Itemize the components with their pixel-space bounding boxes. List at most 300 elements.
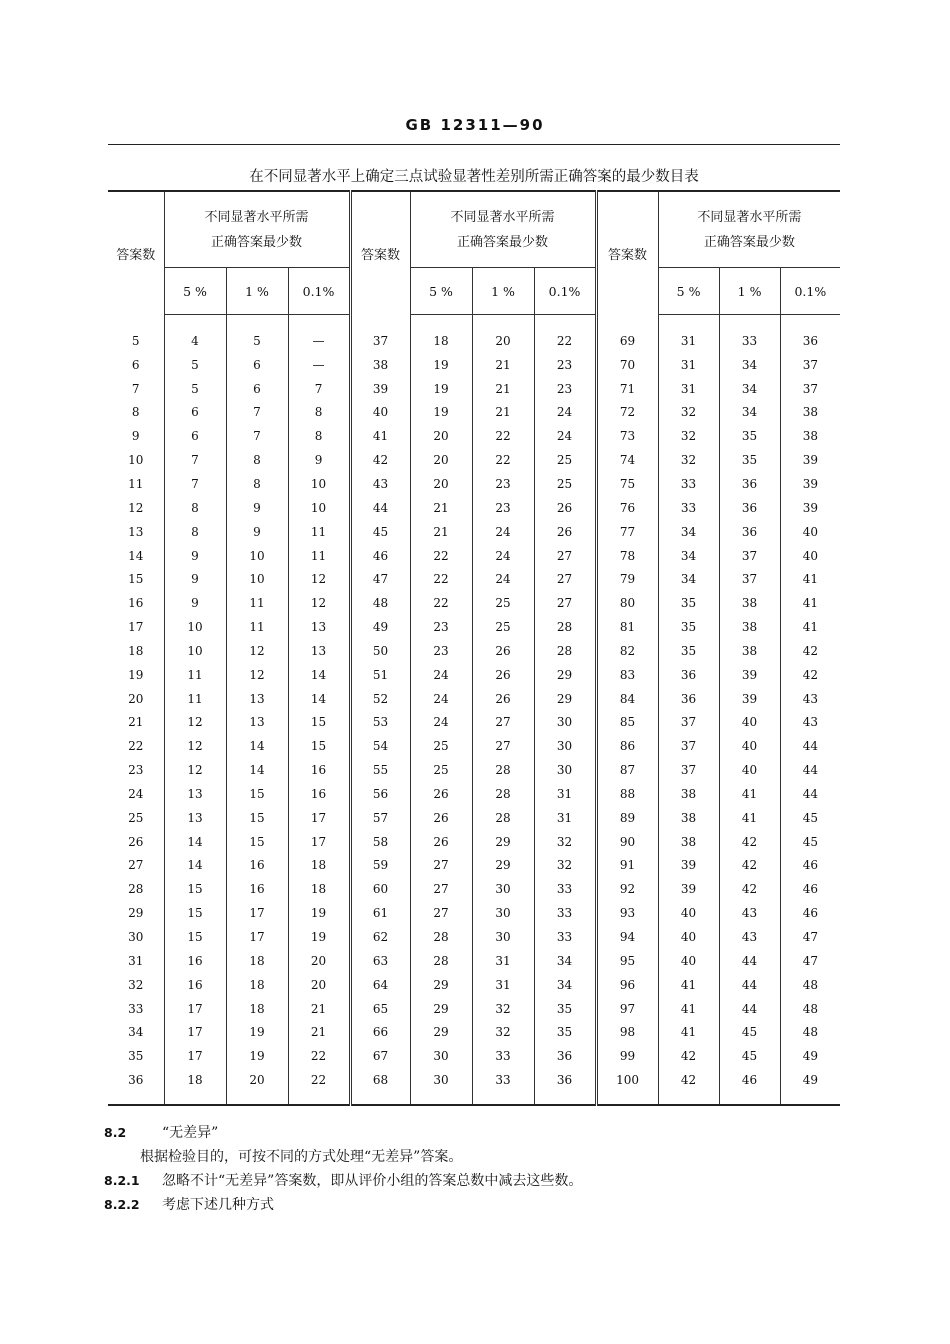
min-5pct-cell: 23 xyxy=(410,639,472,663)
answer-count-cell: 27 xyxy=(128,858,144,873)
min-1pct-cell: 18 xyxy=(226,973,288,997)
group-header-line1: 不同显著水平所需 xyxy=(204,209,309,225)
min-0-1pct-cell: 32 xyxy=(534,854,596,878)
min-1pct-cell: 42 xyxy=(719,830,780,854)
min-0-1pct-cell: 18 xyxy=(288,854,350,878)
min-1pct-cell: 40 xyxy=(719,734,780,758)
answer-count-cell: 5 xyxy=(131,333,140,348)
min-5pct-cell: 32 xyxy=(658,448,719,472)
answer-count-cell: 61 xyxy=(350,901,410,925)
answer-count-cell: 18 xyxy=(128,643,144,658)
min-0-1pct-cell: 15 xyxy=(288,734,350,758)
table-row xyxy=(108,997,840,1021)
answer-count-cell: 42 xyxy=(350,448,410,472)
answer-count-cell: 14 xyxy=(128,548,144,563)
table-row xyxy=(108,424,840,448)
answer-count-header: 答案数 xyxy=(108,191,164,315)
answer-count-cell: 67 xyxy=(350,1044,410,1068)
min-0-1pct-cell: 36 xyxy=(534,1068,596,1105)
min-1pct-cell: 28 xyxy=(472,806,534,830)
answer-count-cell: 99 xyxy=(596,1044,658,1068)
min-1pct-cell: 23 xyxy=(472,472,534,496)
min-1pct-cell: 6 xyxy=(226,353,288,377)
min-5pct-cell: 20 xyxy=(410,472,472,496)
min-1pct-cell: 10 xyxy=(226,544,288,568)
page-header-code: GB 12311—90 xyxy=(405,116,545,134)
min-0-1pct-cell: 17 xyxy=(288,806,350,830)
min-5pct-cell: 26 xyxy=(410,830,472,854)
min-5pct-cell: 29 xyxy=(410,997,472,1021)
level-header-0-1pct: 0.1% xyxy=(534,268,596,315)
min-1pct-cell: 35 xyxy=(719,448,780,472)
min-5pct-cell: 31 xyxy=(658,353,719,377)
min-1pct-cell: 5 xyxy=(226,315,288,353)
min-0-1pct-cell: 13 xyxy=(288,639,350,663)
min-1pct-cell: 27 xyxy=(472,734,534,758)
min-1pct-cell: 32 xyxy=(472,1020,534,1044)
min-0-1pct-cell: — xyxy=(288,353,350,377)
min-0-1pct-cell: 18 xyxy=(288,877,350,901)
min-0-1pct-cell: 21 xyxy=(288,997,350,1021)
min-0-1pct-cell: 48 xyxy=(780,997,840,1021)
min-0-1pct-cell: 42 xyxy=(780,639,840,663)
min-5pct-cell: 21 xyxy=(410,520,472,544)
answer-count-cell: 60 xyxy=(350,877,410,901)
answer-count-cell: 75 xyxy=(596,472,658,496)
answer-count-cell: 54 xyxy=(350,734,410,758)
answer-count-cell: 97 xyxy=(596,997,658,1021)
min-0-1pct-cell: 43 xyxy=(780,711,840,735)
answer-count-cell: 35 xyxy=(128,1049,144,1064)
min-5pct-cell: 17 xyxy=(164,1020,226,1044)
min-1pct-cell: 45 xyxy=(719,1044,780,1068)
group-header-line2: 正确答案最少数 xyxy=(703,234,795,250)
table-row xyxy=(108,353,840,377)
table-row xyxy=(108,901,840,925)
min-5pct-cell: 10 xyxy=(164,639,226,663)
min-1pct-cell: 20 xyxy=(226,1068,288,1105)
answer-count-cell: 82 xyxy=(596,639,658,663)
min-0-1pct-cell: 23 xyxy=(534,353,596,377)
min-5pct-cell: 13 xyxy=(164,782,226,806)
table-row xyxy=(108,520,840,544)
min-0-1pct-cell: 16 xyxy=(288,782,350,806)
section-number: 8.2.2 xyxy=(104,1197,140,1212)
min-5pct-cell: 28 xyxy=(410,949,472,973)
min-1pct-cell: 29 xyxy=(472,830,534,854)
min-0-1pct-cell: 30 xyxy=(534,711,596,735)
min-1pct-cell: 14 xyxy=(226,734,288,758)
min-5pct-cell: 18 xyxy=(164,1068,226,1105)
min-0-1pct-cell: 31 xyxy=(534,782,596,806)
min-0-1pct-cell: 39 xyxy=(780,496,840,520)
min-5pct-cell: 6 xyxy=(164,401,226,425)
answer-count-cell: 13 xyxy=(128,524,144,539)
min-5pct-cell: 24 xyxy=(410,663,472,687)
answer-count-cell: 30 xyxy=(128,930,144,945)
min-5pct-cell: 9 xyxy=(164,544,226,568)
min-1pct-cell: 37 xyxy=(719,544,780,568)
answer-count-cell: 69 xyxy=(596,315,658,353)
answer-count-cell: 96 xyxy=(596,973,658,997)
min-0-1pct-cell: 32 xyxy=(534,830,596,854)
min-5pct-cell: 11 xyxy=(164,687,226,711)
min-1pct-cell: 13 xyxy=(226,711,288,735)
answer-count-cell: 68 xyxy=(350,1068,410,1105)
min-5pct-cell: 26 xyxy=(410,782,472,806)
min-1pct-cell: 24 xyxy=(472,520,534,544)
answer-count-cell: 48 xyxy=(350,591,410,615)
min-0-1pct-cell: 11 xyxy=(288,520,350,544)
min-0-1pct-cell: 23 xyxy=(534,377,596,401)
min-1pct-cell: 9 xyxy=(226,520,288,544)
min-1pct-cell: 40 xyxy=(719,711,780,735)
min-5pct-cell: 32 xyxy=(658,401,719,425)
table-row xyxy=(108,567,840,591)
min-0-1pct-cell: 46 xyxy=(780,877,840,901)
min-0-1pct-cell: 37 xyxy=(780,377,840,401)
min-1pct-cell: 14 xyxy=(226,758,288,782)
min-0-1pct-cell: 10 xyxy=(288,472,350,496)
answer-count-cell: 62 xyxy=(350,925,410,949)
answer-count-cell: 11 xyxy=(128,476,144,491)
table-row xyxy=(108,496,840,520)
answer-count-cell: 89 xyxy=(596,806,658,830)
min-1pct-cell: 22 xyxy=(472,424,534,448)
answer-count-cell: 46 xyxy=(350,544,410,568)
answer-count-cell: 23 xyxy=(128,763,144,778)
min-0-1pct-cell: 20 xyxy=(288,973,350,997)
min-5pct-cell: 41 xyxy=(658,973,719,997)
table-row xyxy=(108,973,840,997)
table-header xyxy=(108,191,840,315)
table-row xyxy=(108,830,840,854)
answer-count-cell: 44 xyxy=(350,496,410,520)
min-0-1pct-cell: 38 xyxy=(780,424,840,448)
group-header-line1: 不同显著水平所需 xyxy=(697,209,802,225)
min-1pct-cell: 9 xyxy=(226,496,288,520)
table-row xyxy=(108,687,840,711)
min-0-1pct-cell: 36 xyxy=(780,315,840,353)
answer-count-cell: 93 xyxy=(596,901,658,925)
answer-count-cell: 37 xyxy=(350,315,410,353)
min-1pct-cell: 25 xyxy=(472,591,534,615)
min-5pct-cell: 22 xyxy=(410,591,472,615)
min-5pct-cell: 20 xyxy=(410,448,472,472)
min-0-1pct-cell: 48 xyxy=(780,973,840,997)
table-row xyxy=(108,448,840,472)
min-0-1pct-cell: 22 xyxy=(288,1044,350,1068)
answer-count-cell: 21 xyxy=(128,715,144,730)
min-5pct-cell: 10 xyxy=(164,615,226,639)
min-5pct-cell: 9 xyxy=(164,591,226,615)
table-row xyxy=(108,1044,840,1068)
min-1pct-cell: 34 xyxy=(719,377,780,401)
min-1pct-cell: 6 xyxy=(226,377,288,401)
table-row xyxy=(108,925,840,949)
min-5pct-cell: 14 xyxy=(164,830,226,854)
min-5pct-cell: 30 xyxy=(410,1044,472,1068)
answer-count-cell: 7 xyxy=(131,381,140,396)
answer-count-cell: 72 xyxy=(596,401,658,425)
answer-count-cell: 74 xyxy=(596,448,658,472)
min-5pct-cell: 14 xyxy=(164,854,226,878)
min-5pct-cell: 22 xyxy=(410,544,472,568)
min-5pct-cell: 27 xyxy=(410,877,472,901)
answer-count-cell: 66 xyxy=(350,1020,410,1044)
min-5pct-cell: 23 xyxy=(410,615,472,639)
answer-count-cell: 78 xyxy=(596,544,658,568)
table-row xyxy=(108,663,840,687)
table-row xyxy=(108,472,840,496)
answer-count-cell: 77 xyxy=(596,520,658,544)
min-0-1pct-cell: 29 xyxy=(534,663,596,687)
min-5pct-cell: 16 xyxy=(164,973,226,997)
table-row xyxy=(108,854,840,878)
min-5pct-cell: 35 xyxy=(658,591,719,615)
answer-count-cell: 20 xyxy=(128,691,144,706)
min-0-1pct-cell: — xyxy=(288,315,350,353)
answer-count-cell: 56 xyxy=(350,782,410,806)
min-1pct-cell: 8 xyxy=(226,448,288,472)
answer-count-cell: 26 xyxy=(128,834,144,849)
table-row xyxy=(108,758,840,782)
answer-count-cell: 84 xyxy=(596,687,658,711)
min-1pct-cell: 37 xyxy=(719,567,780,591)
min-1pct-cell: 15 xyxy=(226,806,288,830)
min-5pct-cell: 19 xyxy=(410,401,472,425)
min-0-1pct-cell: 39 xyxy=(780,472,840,496)
min-5pct-cell: 35 xyxy=(658,615,719,639)
table-row xyxy=(108,782,840,806)
table-row xyxy=(108,806,840,830)
min-0-1pct-cell: 14 xyxy=(288,663,350,687)
answer-count-cell: 33 xyxy=(128,1001,144,1016)
level-header-0-1pct: 0.1% xyxy=(288,268,350,315)
answer-count-cell: 36 xyxy=(108,1068,164,1105)
min-0-1pct-cell: 30 xyxy=(534,758,596,782)
min-0-1pct-cell: 13 xyxy=(288,615,350,639)
level-header-1pct: 1 % xyxy=(472,268,534,315)
answer-count-cell: 95 xyxy=(596,949,658,973)
min-5pct-cell: 29 xyxy=(410,1020,472,1044)
answer-count-cell: 88 xyxy=(596,782,658,806)
min-5pct-cell: 12 xyxy=(164,711,226,735)
min-5pct-cell: 16 xyxy=(164,949,226,973)
answer-count-cell: 28 xyxy=(128,882,144,897)
min-1pct-cell: 31 xyxy=(472,949,534,973)
min-0-1pct-cell: 17 xyxy=(288,830,350,854)
min-1pct-cell: 15 xyxy=(226,830,288,854)
min-0-1pct-cell: 12 xyxy=(288,567,350,591)
group-header-line2: 正确答案最少数 xyxy=(457,234,549,250)
min-5pct-cell: 37 xyxy=(658,758,719,782)
answer-count-cell: 12 xyxy=(128,500,144,515)
min-5pct-cell: 40 xyxy=(658,925,719,949)
min-0-1pct-cell: 27 xyxy=(534,591,596,615)
min-0-1pct-cell: 26 xyxy=(534,520,596,544)
table-row xyxy=(108,711,840,735)
section-heading: “无差异” xyxy=(162,1125,219,1141)
min-1pct-cell: 26 xyxy=(472,687,534,711)
min-5pct-cell: 12 xyxy=(164,758,226,782)
min-5pct-cell: 36 xyxy=(658,663,719,687)
min-0-1pct-cell: 35 xyxy=(534,1020,596,1044)
min-0-1pct-cell: 8 xyxy=(288,401,350,425)
min-0-1pct-cell: 27 xyxy=(534,544,596,568)
answer-count-cell: 57 xyxy=(350,806,410,830)
min-0-1pct-cell: 20 xyxy=(288,949,350,973)
min-1pct-cell: 30 xyxy=(472,901,534,925)
table-row xyxy=(108,1020,840,1044)
min-0-1pct-cell: 7 xyxy=(288,377,350,401)
min-5pct-cell: 37 xyxy=(658,711,719,735)
answer-count-cell: 47 xyxy=(350,567,410,591)
min-0-1pct-cell: 24 xyxy=(534,401,596,425)
min-1pct-cell: 42 xyxy=(719,877,780,901)
min-5pct-cell: 6 xyxy=(164,424,226,448)
significance-group-header xyxy=(164,191,350,268)
min-5pct-cell: 5 xyxy=(164,377,226,401)
min-5pct-cell: 41 xyxy=(658,997,719,1021)
min-0-1pct-cell: 41 xyxy=(780,615,840,639)
min-0-1pct-cell: 8 xyxy=(288,424,350,448)
min-0-1pct-cell: 47 xyxy=(780,949,840,973)
min-5pct-cell: 42 xyxy=(658,1068,719,1105)
min-1pct-cell: 31 xyxy=(472,973,534,997)
answer-count-cell: 45 xyxy=(350,520,410,544)
min-5pct-cell: 41 xyxy=(658,1020,719,1044)
min-1pct-cell: 19 xyxy=(226,1020,288,1044)
answer-count-cell: 81 xyxy=(596,615,658,639)
min-1pct-cell: 41 xyxy=(719,806,780,830)
min-1pct-cell: 34 xyxy=(719,353,780,377)
answer-count-cell: 58 xyxy=(350,830,410,854)
min-1pct-cell: 40 xyxy=(719,758,780,782)
table-row xyxy=(108,401,840,425)
answer-count-cell: 22 xyxy=(128,739,144,754)
level-header-5pct: 5 % xyxy=(658,268,719,315)
min-1pct-cell: 7 xyxy=(226,401,288,425)
min-1pct-cell: 12 xyxy=(226,663,288,687)
min-5pct-cell: 24 xyxy=(410,687,472,711)
min-1pct-cell: 44 xyxy=(719,949,780,973)
min-1pct-cell: 25 xyxy=(472,615,534,639)
min-1pct-cell: 29 xyxy=(472,854,534,878)
answer-count-cell: 70 xyxy=(596,353,658,377)
min-0-1pct-cell: 26 xyxy=(534,496,596,520)
min-5pct-cell: 32 xyxy=(658,424,719,448)
min-5pct-cell: 13 xyxy=(164,806,226,830)
min-5pct-cell: 31 xyxy=(658,377,719,401)
answer-count-cell: 64 xyxy=(350,973,410,997)
min-1pct-cell: 7 xyxy=(226,424,288,448)
min-5pct-cell: 29 xyxy=(410,973,472,997)
answer-count-header: 答案数 xyxy=(350,191,410,315)
min-1pct-cell: 21 xyxy=(472,353,534,377)
answer-count-cell: 98 xyxy=(596,1020,658,1044)
min-1pct-cell: 17 xyxy=(226,925,288,949)
min-5pct-cell: 42 xyxy=(658,1044,719,1068)
min-5pct-cell: 15 xyxy=(164,877,226,901)
table-row xyxy=(108,544,840,568)
min-0-1pct-cell: 25 xyxy=(534,448,596,472)
min-5pct-cell: 20 xyxy=(410,424,472,448)
min-0-1pct-cell: 40 xyxy=(780,544,840,568)
answer-count-cell: 83 xyxy=(596,663,658,687)
min-5pct-cell: 40 xyxy=(658,901,719,925)
min-1pct-cell: 35 xyxy=(719,424,780,448)
answer-count-cell: 31 xyxy=(128,953,144,968)
min-0-1pct-cell: 22 xyxy=(534,315,596,353)
answer-count-cell: 49 xyxy=(350,615,410,639)
min-1pct-cell: 38 xyxy=(719,639,780,663)
min-0-1pct-cell: 38 xyxy=(780,401,840,425)
min-0-1pct-cell: 49 xyxy=(780,1044,840,1068)
answer-count-cell: 19 xyxy=(128,667,144,682)
answer-count-cell: 63 xyxy=(350,949,410,973)
min-0-1pct-cell: 22 xyxy=(288,1068,350,1105)
min-1pct-cell: 10 xyxy=(226,567,288,591)
min-1pct-cell: 28 xyxy=(472,782,534,806)
min-1pct-cell: 36 xyxy=(719,472,780,496)
level-header-5pct: 5 % xyxy=(164,268,226,315)
answer-count-cell: 53 xyxy=(350,711,410,735)
min-1pct-cell: 43 xyxy=(719,925,780,949)
min-0-1pct-cell: 44 xyxy=(780,782,840,806)
min-5pct-cell: 40 xyxy=(658,949,719,973)
min-0-1pct-cell: 25 xyxy=(534,472,596,496)
table-title: 在不同显著水平上确定三点试验显著性差别所需正确答案的最少数目表 xyxy=(249,169,699,185)
min-5pct-cell: 35 xyxy=(658,639,719,663)
paragraph-intro: 根据检验目的，可按不同的方式处理“无差异”答案。 xyxy=(140,1149,463,1165)
min-0-1pct-cell: 41 xyxy=(780,567,840,591)
min-0-1pct-cell: 16 xyxy=(288,758,350,782)
answer-count-cell: 29 xyxy=(128,906,144,921)
answer-count-cell: 17 xyxy=(128,620,144,635)
min-1pct-cell: 44 xyxy=(719,997,780,1021)
table-row xyxy=(108,615,840,639)
min-0-1pct-cell: 47 xyxy=(780,925,840,949)
min-5pct-cell: 38 xyxy=(658,830,719,854)
section-number: 8.2.1 xyxy=(104,1173,140,1188)
answer-count-cell: 76 xyxy=(596,496,658,520)
min-1pct-cell: 33 xyxy=(472,1044,534,1068)
min-5pct-cell: 38 xyxy=(658,806,719,830)
level-header-1pct: 1 % xyxy=(719,268,780,315)
min-1pct-cell: 42 xyxy=(719,854,780,878)
answer-count-cell: 51 xyxy=(350,663,410,687)
min-0-1pct-cell: 30 xyxy=(534,734,596,758)
min-5pct-cell: 8 xyxy=(164,520,226,544)
min-1pct-cell: 17 xyxy=(226,901,288,925)
min-0-1pct-cell: 48 xyxy=(780,1020,840,1044)
section-8-2-1 xyxy=(104,1170,582,1190)
section-text: 考虑下述几种方式 xyxy=(162,1197,274,1213)
min-0-1pct-cell: 44 xyxy=(780,734,840,758)
min-5pct-cell: 34 xyxy=(658,520,719,544)
min-5pct-cell: 4 xyxy=(164,315,226,353)
answer-count-cell: 71 xyxy=(596,377,658,401)
min-0-1pct-cell: 31 xyxy=(534,806,596,830)
min-5pct-cell: 7 xyxy=(164,448,226,472)
min-5pct-cell: 28 xyxy=(410,925,472,949)
min-1pct-cell: 20 xyxy=(472,315,534,353)
level-header-5pct: 5 % xyxy=(410,268,472,315)
min-1pct-cell: 13 xyxy=(226,687,288,711)
min-1pct-cell: 18 xyxy=(226,997,288,1021)
level-header-1pct: 1 % xyxy=(226,268,288,315)
